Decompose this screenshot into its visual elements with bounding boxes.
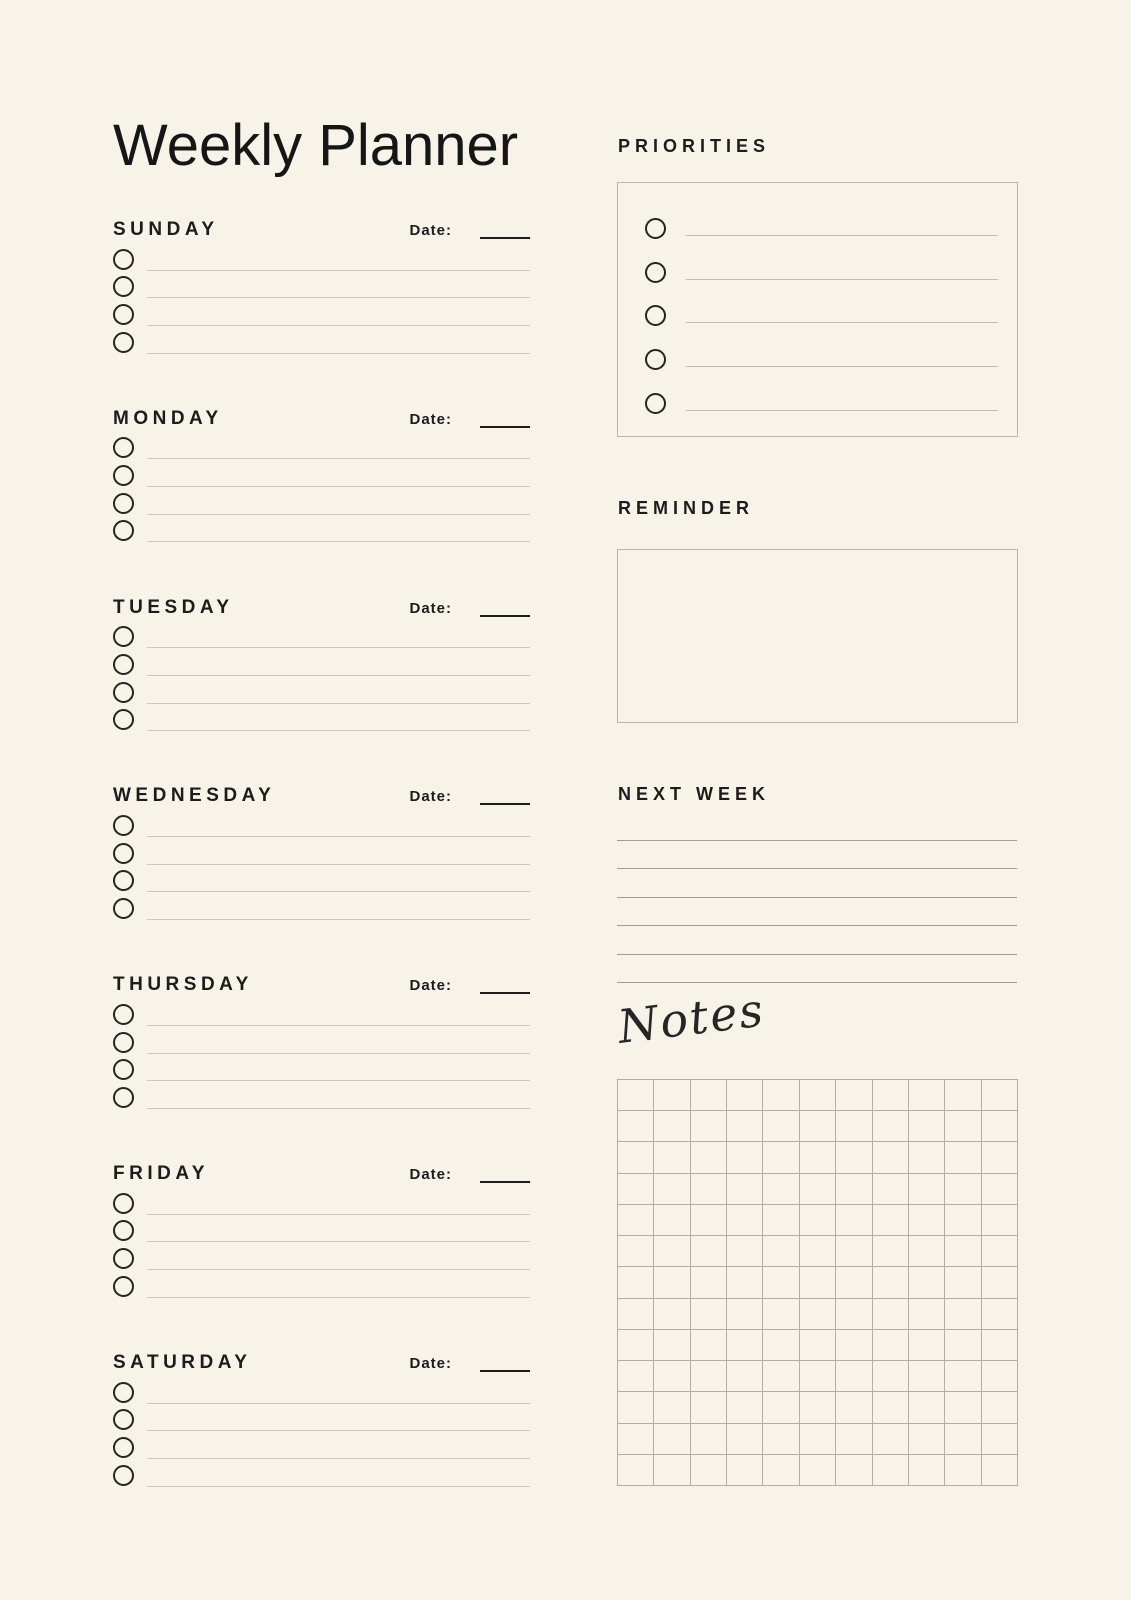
date-fill-in-line xyxy=(480,1176,530,1183)
grid-cell xyxy=(909,1330,945,1361)
grid-cell xyxy=(909,1267,945,1298)
grid-cell xyxy=(800,1174,836,1205)
grid-cell xyxy=(945,1142,981,1173)
checkbox-circle-icon xyxy=(645,349,666,370)
grid-cell xyxy=(800,1424,836,1455)
grid-cell xyxy=(982,1205,1018,1236)
task-fill-in-line xyxy=(147,1486,530,1487)
checkbox-circle-icon xyxy=(113,437,134,458)
grid-cell xyxy=(909,1361,945,1392)
day-section xyxy=(113,1353,530,1542)
task-rows xyxy=(113,432,530,543)
day-label: FRIDAY xyxy=(113,1163,209,1185)
grid-cell xyxy=(727,1142,763,1173)
grid-cell xyxy=(836,1205,872,1236)
date-field xyxy=(409,1167,530,1183)
checkbox-circle-icon xyxy=(113,626,134,647)
grid-cell xyxy=(873,1205,909,1236)
grid-cell xyxy=(945,1267,981,1298)
grid-cell xyxy=(618,1111,654,1142)
grid-cell xyxy=(763,1236,799,1267)
grid-cell xyxy=(873,1330,909,1361)
grid-cell xyxy=(982,1174,1018,1205)
task-rows xyxy=(113,1376,530,1487)
grid-cell xyxy=(800,1267,836,1298)
grid-cell xyxy=(763,1174,799,1205)
grid-cell xyxy=(618,1267,654,1298)
checkbox-circle-icon xyxy=(113,1382,134,1403)
task-row xyxy=(113,432,530,460)
day-header xyxy=(113,786,530,806)
grid-cell xyxy=(691,1424,727,1455)
date-fill-in-line xyxy=(480,798,530,805)
date-label: Date: xyxy=(409,788,452,806)
task-row xyxy=(113,1242,530,1270)
checkbox-circle-icon xyxy=(113,1248,134,1269)
task-rows xyxy=(113,998,530,1109)
task-row xyxy=(113,809,530,837)
task-fill-in-line xyxy=(147,541,530,542)
grid-cell xyxy=(945,1205,981,1236)
grid-cell xyxy=(836,1330,872,1361)
priority-fill-in-line xyxy=(686,322,998,323)
checkbox-circle-icon xyxy=(113,1059,134,1080)
grid-cell xyxy=(945,1174,981,1205)
grid-cell xyxy=(691,1236,727,1267)
grid-cell xyxy=(909,1424,945,1455)
checkbox-circle-icon xyxy=(113,249,134,270)
date-fill-in-line xyxy=(480,987,530,994)
checkbox-circle-icon xyxy=(113,304,134,325)
grid-cell xyxy=(691,1205,727,1236)
grid-cell xyxy=(654,1392,690,1423)
checkbox-circle-icon xyxy=(113,1437,134,1458)
grid-cell xyxy=(763,1142,799,1173)
grid-cell xyxy=(982,1424,1018,1455)
grid-cell xyxy=(763,1455,799,1486)
grid-cell xyxy=(618,1142,654,1173)
next-week-line xyxy=(617,812,1017,841)
grid-cell xyxy=(982,1142,1018,1173)
task-rows xyxy=(113,809,530,920)
priority-row xyxy=(618,371,1017,415)
grid-cell xyxy=(873,1299,909,1330)
grid-cell xyxy=(800,1392,836,1423)
date-field xyxy=(409,1356,530,1372)
grid-cell xyxy=(836,1299,872,1330)
grid-cell xyxy=(618,1424,654,1455)
grid-cell xyxy=(618,1330,654,1361)
task-row xyxy=(113,1459,530,1487)
notes-heading: Notes xyxy=(614,982,768,1054)
grid-cell xyxy=(727,1455,763,1486)
day-header xyxy=(113,409,530,429)
task-row xyxy=(113,1054,530,1082)
grid-cell xyxy=(836,1455,872,1486)
grid-cell xyxy=(763,1267,799,1298)
grid-cell xyxy=(618,1361,654,1392)
grid-cell xyxy=(763,1330,799,1361)
grid-cell xyxy=(727,1080,763,1111)
task-row xyxy=(113,459,530,487)
grid-cell xyxy=(763,1205,799,1236)
grid-cell xyxy=(945,1299,981,1330)
grid-cell xyxy=(982,1361,1018,1392)
grid-cell xyxy=(982,1455,1018,1486)
grid-cell xyxy=(800,1299,836,1330)
grid-cell xyxy=(909,1174,945,1205)
day-header xyxy=(113,220,530,240)
checkbox-circle-icon xyxy=(113,276,134,297)
task-row xyxy=(113,271,530,299)
grid-cell xyxy=(618,1455,654,1486)
grid-cell xyxy=(691,1299,727,1330)
priority-fill-in-line xyxy=(686,279,998,280)
date-label: Date: xyxy=(409,599,452,617)
grid-cell xyxy=(945,1111,981,1142)
date-label: Date: xyxy=(409,410,452,428)
grid-cell xyxy=(982,1236,1018,1267)
day-section xyxy=(113,409,530,598)
grid-cell xyxy=(800,1111,836,1142)
grid-cell xyxy=(691,1267,727,1298)
day-label: SATURDAY xyxy=(113,1351,252,1373)
priorities-rows xyxy=(618,183,1017,415)
grid-cell xyxy=(727,1424,763,1455)
day-section xyxy=(113,975,530,1164)
task-row xyxy=(113,1376,530,1404)
task-rows xyxy=(113,621,530,732)
grid-cell xyxy=(836,1236,872,1267)
grid-cell xyxy=(909,1205,945,1236)
grid-cell xyxy=(982,1111,1018,1142)
day-header xyxy=(113,1164,530,1184)
grid-cell xyxy=(654,1330,690,1361)
next-week-lines xyxy=(617,812,1017,983)
grid-cell xyxy=(873,1392,909,1423)
grid-cell xyxy=(618,1392,654,1423)
day-label: THURSDAY xyxy=(113,974,253,996)
grid-cell xyxy=(763,1424,799,1455)
grid-cell xyxy=(763,1111,799,1142)
grid-cell xyxy=(945,1330,981,1361)
grid-cell xyxy=(800,1205,836,1236)
grid-cell xyxy=(654,1267,690,1298)
grid-cell xyxy=(727,1330,763,1361)
priority-fill-in-line xyxy=(686,235,998,236)
task-fill-in-line xyxy=(147,919,530,920)
task-rows xyxy=(113,1187,530,1298)
grid-cell xyxy=(873,1267,909,1298)
grid-cell xyxy=(873,1236,909,1267)
grid-cell xyxy=(982,1299,1018,1330)
day-header xyxy=(113,975,530,995)
grid-cell xyxy=(618,1174,654,1205)
task-row xyxy=(113,298,530,326)
date-fill-in-line xyxy=(480,610,530,617)
reminder-heading: REMINDER xyxy=(618,498,755,518)
task-row xyxy=(113,892,530,920)
task-row xyxy=(113,1215,530,1243)
checkbox-circle-icon xyxy=(113,1409,134,1430)
grid-cell xyxy=(654,1111,690,1142)
grid-cell xyxy=(982,1267,1018,1298)
grid-cell xyxy=(618,1205,654,1236)
checkbox-circle-icon xyxy=(113,332,134,353)
grid-cell xyxy=(691,1330,727,1361)
checkbox-circle-icon xyxy=(113,520,134,541)
task-row xyxy=(113,865,530,893)
checkbox-circle-icon xyxy=(113,709,134,730)
day-label: MONDAY xyxy=(113,407,223,429)
grid-cell xyxy=(836,1142,872,1173)
day-section xyxy=(113,220,530,409)
task-rows xyxy=(113,243,530,354)
checkbox-circle-icon xyxy=(113,1193,134,1214)
grid-cell xyxy=(727,1299,763,1330)
checkbox-circle-icon xyxy=(645,305,666,326)
task-fill-in-line xyxy=(147,1108,530,1109)
checkbox-circle-icon xyxy=(113,898,134,919)
checkbox-circle-icon xyxy=(645,393,666,414)
checkbox-circle-icon xyxy=(113,1465,134,1486)
grid-cell xyxy=(945,1361,981,1392)
grid-cell xyxy=(618,1299,654,1330)
task-row xyxy=(113,1404,530,1432)
next-week-line xyxy=(617,926,1017,955)
grid-cell xyxy=(836,1267,872,1298)
checkbox-circle-icon xyxy=(113,1087,134,1108)
grid-cell xyxy=(836,1392,872,1423)
grid-cell xyxy=(873,1455,909,1486)
task-row xyxy=(113,837,530,865)
grid-cell xyxy=(945,1236,981,1267)
checkbox-circle-icon xyxy=(113,682,134,703)
priorities-box xyxy=(617,182,1018,437)
days-column xyxy=(113,0,530,1600)
grid-cell xyxy=(763,1361,799,1392)
task-row xyxy=(113,487,530,515)
task-row xyxy=(113,326,530,354)
next-week-line xyxy=(617,869,1017,898)
next-week-heading: NEXT WEEK xyxy=(618,784,771,804)
day-section xyxy=(113,598,530,787)
grid-cell xyxy=(909,1080,945,1111)
grid-cell xyxy=(873,1080,909,1111)
task-row xyxy=(113,1270,530,1298)
grid-cell xyxy=(982,1330,1018,1361)
grid-cell xyxy=(836,1424,872,1455)
grid-cell xyxy=(727,1361,763,1392)
day-section xyxy=(113,786,530,975)
priority-row xyxy=(618,196,1017,240)
priority-row xyxy=(618,327,1017,371)
grid-cell xyxy=(691,1392,727,1423)
priorities-heading: PRIORITIES xyxy=(618,136,771,156)
checkbox-circle-icon xyxy=(113,1276,134,1297)
date-fill-in-line xyxy=(480,1365,530,1372)
date-label: Date: xyxy=(409,1166,452,1184)
grid-cell xyxy=(727,1174,763,1205)
date-field xyxy=(409,978,530,994)
grid-cell xyxy=(654,1455,690,1486)
grid-cell xyxy=(909,1299,945,1330)
day-label: TUESDAY xyxy=(113,596,234,618)
grid-cell xyxy=(945,1080,981,1111)
grid-cell xyxy=(800,1361,836,1392)
day-header xyxy=(113,598,530,618)
task-row xyxy=(113,648,530,676)
grid-cell xyxy=(727,1392,763,1423)
task-row xyxy=(113,1431,530,1459)
checkbox-circle-icon xyxy=(113,654,134,675)
grid-cell xyxy=(873,1142,909,1173)
grid-cell xyxy=(727,1111,763,1142)
task-row xyxy=(113,621,530,649)
grid-cell xyxy=(654,1174,690,1205)
grid-cell xyxy=(945,1455,981,1486)
task-row xyxy=(113,243,530,271)
task-row xyxy=(113,676,530,704)
grid-cell xyxy=(945,1424,981,1455)
day-header xyxy=(113,1353,530,1373)
grid-cell xyxy=(873,1174,909,1205)
grid-cell xyxy=(727,1205,763,1236)
grid-cell xyxy=(836,1361,872,1392)
priority-row xyxy=(618,240,1017,284)
grid-cell xyxy=(763,1392,799,1423)
date-label: Date: xyxy=(409,222,452,239)
task-fill-in-line xyxy=(147,353,530,354)
grid-cell xyxy=(800,1455,836,1486)
checkbox-circle-icon xyxy=(113,815,134,836)
grid-cell xyxy=(691,1455,727,1486)
date-label: Date: xyxy=(409,1354,452,1372)
day-label: WEDNESDAY xyxy=(113,785,276,807)
grid-cell xyxy=(727,1236,763,1267)
grid-cell xyxy=(873,1424,909,1455)
task-fill-in-line xyxy=(147,730,530,731)
grid-cell xyxy=(945,1392,981,1423)
grid-cell xyxy=(763,1299,799,1330)
date-field xyxy=(409,789,530,805)
grid-cell xyxy=(691,1080,727,1111)
grid-cell xyxy=(836,1080,872,1111)
grid-cell xyxy=(909,1236,945,1267)
checkbox-circle-icon xyxy=(113,870,134,891)
grid-cell xyxy=(654,1361,690,1392)
grid-cell xyxy=(909,1455,945,1486)
grid-cell xyxy=(654,1205,690,1236)
grid-cell xyxy=(800,1330,836,1361)
priority-fill-in-line xyxy=(686,410,998,411)
checkbox-circle-icon xyxy=(113,843,134,864)
grid-cell xyxy=(618,1080,654,1111)
task-row xyxy=(113,998,530,1026)
date-field xyxy=(409,601,530,617)
day-section xyxy=(113,1164,530,1353)
grid-cell xyxy=(654,1236,690,1267)
grid-cell xyxy=(909,1392,945,1423)
task-row xyxy=(113,704,530,732)
grid-cell xyxy=(873,1361,909,1392)
next-week-line xyxy=(617,955,1017,984)
grid-cell xyxy=(982,1080,1018,1111)
next-week-line xyxy=(617,898,1017,927)
page-title: Weekly Planner xyxy=(113,113,519,178)
grid-cell xyxy=(691,1111,727,1142)
grid-cell xyxy=(654,1080,690,1111)
reminder-box xyxy=(617,549,1018,723)
checkbox-circle-icon xyxy=(645,262,666,283)
grid-cell xyxy=(909,1111,945,1142)
grid-cell xyxy=(691,1142,727,1173)
grid-cell xyxy=(836,1174,872,1205)
checkbox-circle-icon xyxy=(113,493,134,514)
date-field xyxy=(409,223,530,239)
date-fill-in-line xyxy=(480,232,530,239)
checkbox-circle-icon xyxy=(113,465,134,486)
task-fill-in-line xyxy=(147,1297,530,1298)
day-label: SUNDAY xyxy=(113,219,219,240)
grid-cell xyxy=(763,1080,799,1111)
task-row xyxy=(113,1187,530,1215)
date-fill-in-line xyxy=(480,421,530,428)
date-field xyxy=(409,412,530,428)
task-row xyxy=(113,1026,530,1054)
checkbox-circle-icon xyxy=(113,1220,134,1241)
checkbox-circle-icon xyxy=(113,1004,134,1025)
grid-cell xyxy=(836,1111,872,1142)
date-label: Date: xyxy=(409,977,452,995)
grid-cell xyxy=(982,1392,1018,1423)
grid-cell xyxy=(727,1267,763,1298)
side-column xyxy=(614,0,1018,1600)
grid-cell xyxy=(873,1111,909,1142)
task-row xyxy=(113,1081,530,1109)
grid-cell xyxy=(654,1424,690,1455)
task-row xyxy=(113,515,530,543)
grid-cell xyxy=(691,1361,727,1392)
grid-cell xyxy=(800,1080,836,1111)
grid-cell xyxy=(618,1236,654,1267)
grid-cell xyxy=(654,1142,690,1173)
grid-cell xyxy=(691,1174,727,1205)
checkbox-circle-icon xyxy=(113,1032,134,1053)
grid-cell xyxy=(800,1142,836,1173)
grid-cell xyxy=(800,1236,836,1267)
next-week-line xyxy=(617,841,1017,870)
priority-row xyxy=(618,284,1017,328)
priority-fill-in-line xyxy=(686,366,998,367)
grid-cell xyxy=(654,1299,690,1330)
notes-grid xyxy=(617,1079,1018,1486)
day-list xyxy=(113,220,530,1542)
checkbox-circle-icon xyxy=(645,218,666,239)
grid-cell xyxy=(909,1142,945,1173)
